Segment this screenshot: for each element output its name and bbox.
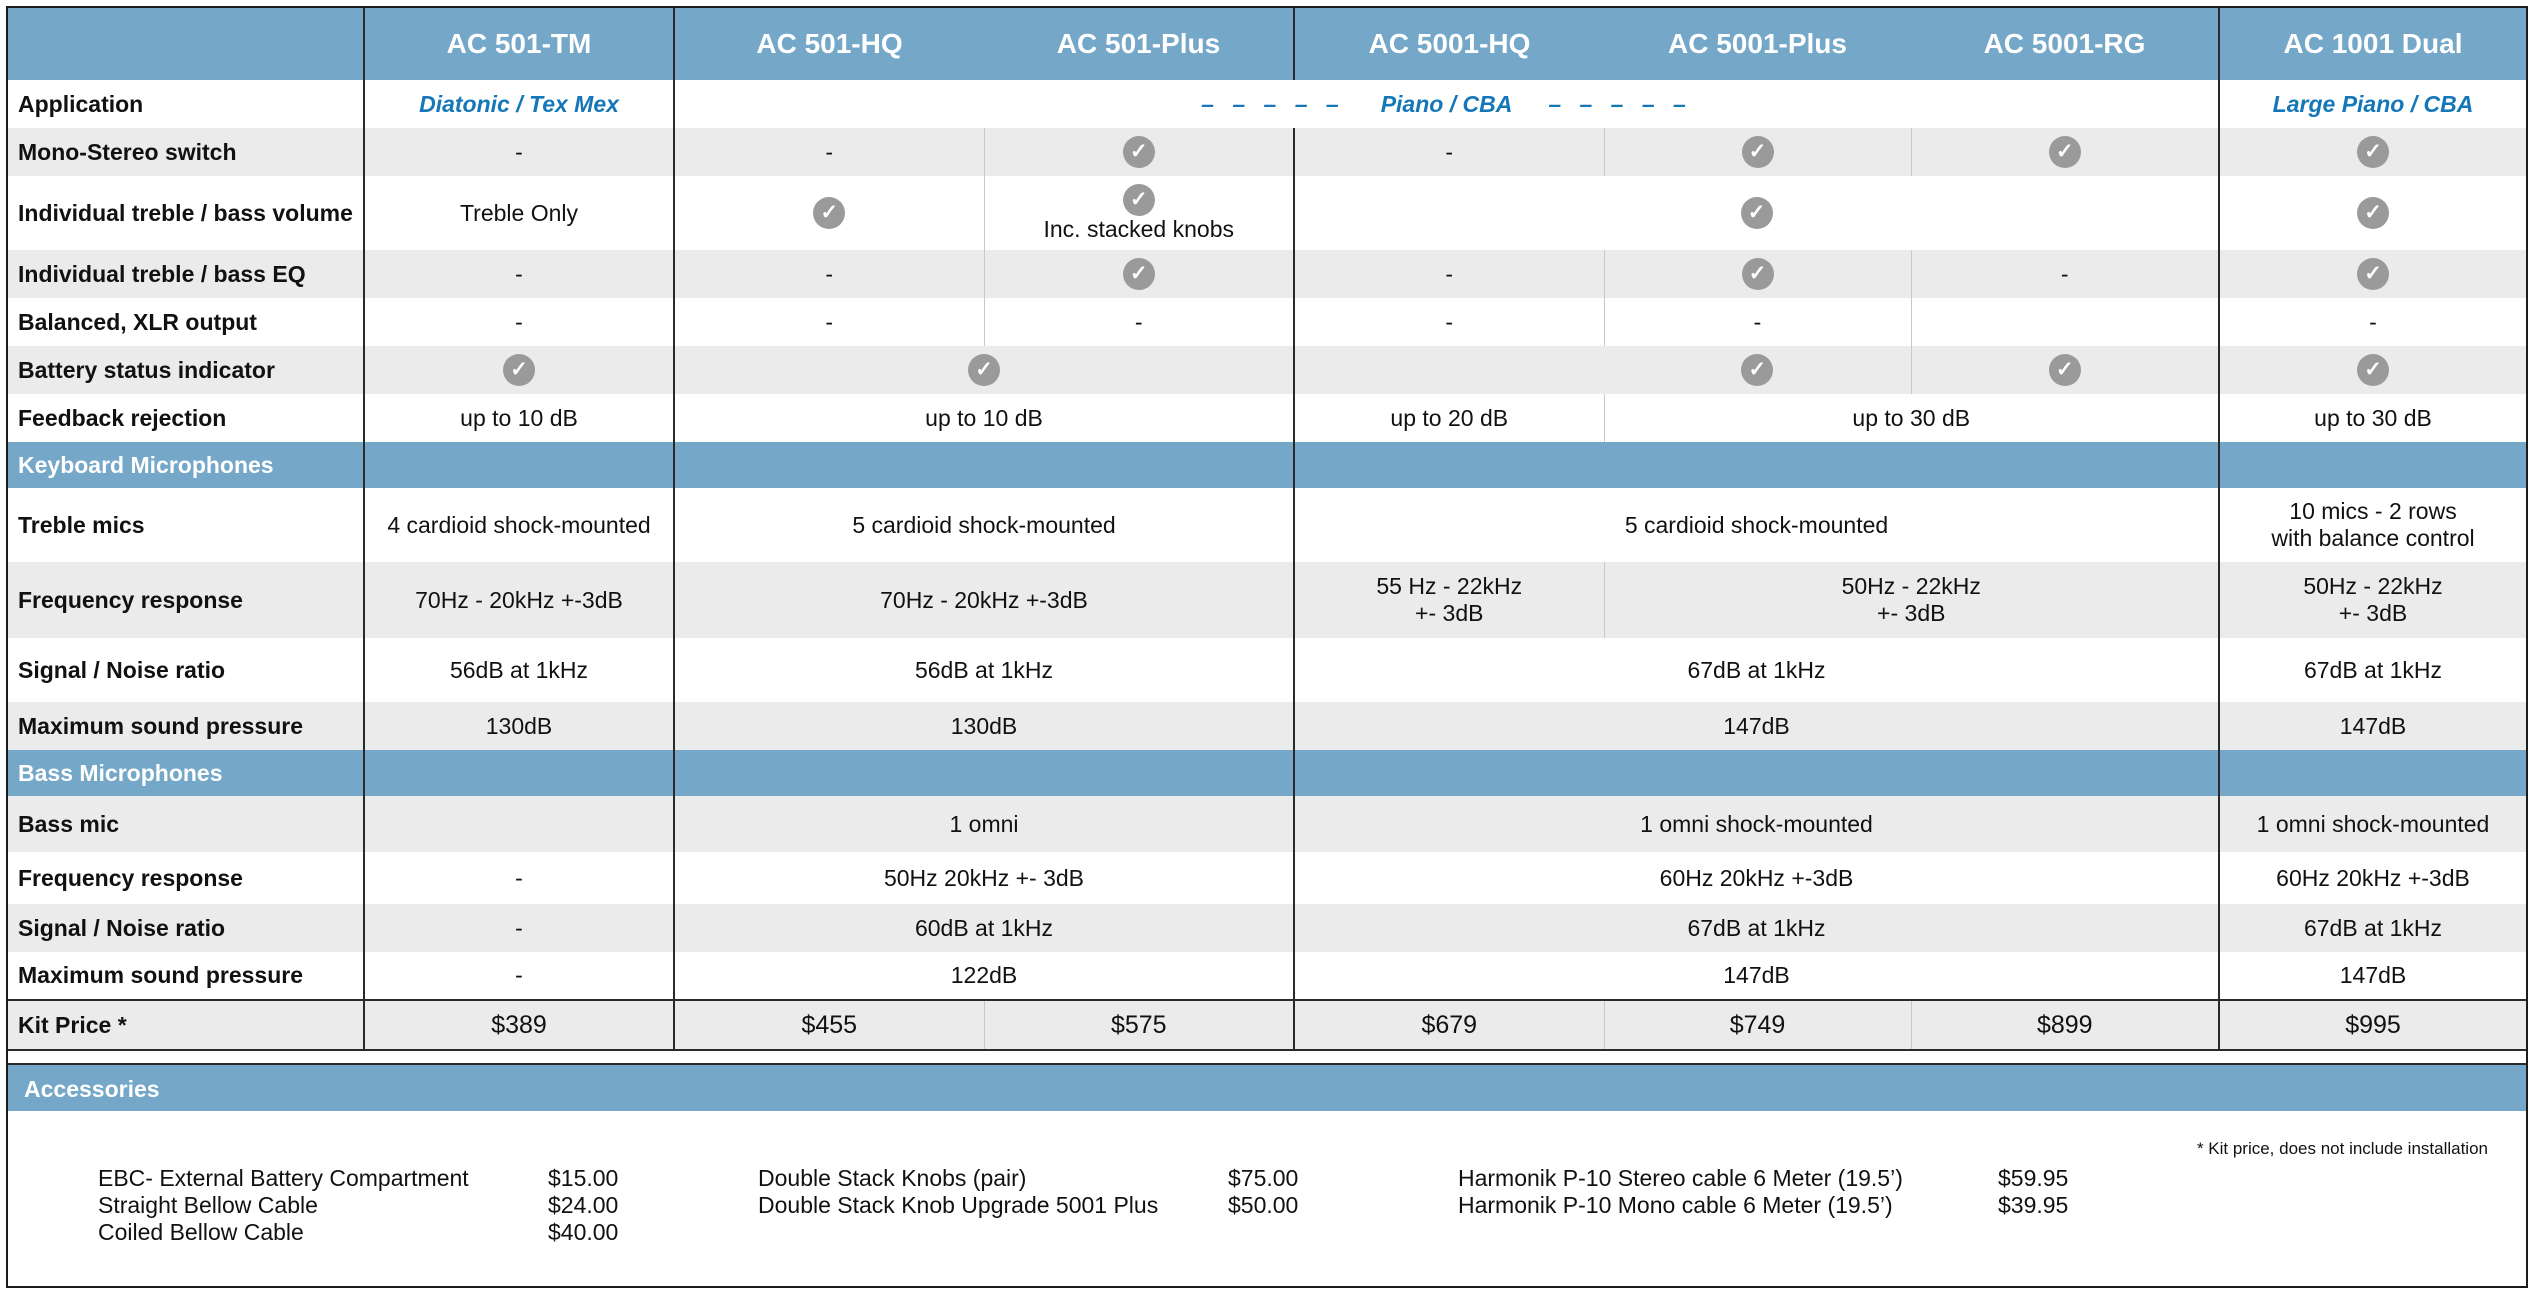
cell-value: - [1911,250,2219,298]
cell-check [2219,250,2526,298]
accessory-item [98,1192,618,1219]
row-label: Individual treble / bass volume [8,176,364,250]
accessories-list [8,1111,2526,1286]
col-ac5001-rg: AC 5001-RG [1911,8,2219,80]
accessory-item [1458,1165,2068,1192]
check-circle-icon: ✓ [503,354,535,386]
price-ac501-plus: $575 [984,1000,1294,1050]
row-mono-stereo [8,128,2526,176]
row-label: Battery status indicator [8,346,364,394]
row-treble-mics [8,488,2526,562]
cell-value: 5 cardioid shock-mounted [674,488,1294,562]
cell-value: - [674,128,984,176]
section-keyboard-microphones [8,442,2526,488]
row-label: Bass mic [8,796,364,852]
accessory-price: $15.00 [548,1165,619,1191]
cell-value: 5 cardioid shock-mounted [1294,488,2219,562]
accessory-item [98,1219,618,1246]
cell-value: - [364,298,674,346]
cell-value: 147dB [1294,702,2219,750]
cell-value: 67dB at 1kHz [1294,904,2219,952]
accessory-price: $40.00 [548,1219,619,1245]
cell-value: 122dB [674,952,1294,1000]
row-label: Frequency response [8,562,364,638]
row-kit-price [8,1000,2526,1050]
row-keyboard-snr [8,638,2526,702]
cell-value: up to 30 dB [1604,394,2219,442]
application-dual: Large Piano / CBA [2219,80,2526,128]
row-label: Signal / Noise ratio [8,638,364,702]
row-individual-volume [8,176,2526,250]
cell-value: 67dB at 1kHz [2219,638,2526,702]
row-balanced-xlr [8,298,2526,346]
accessory-price: $75.00 [1228,1165,1299,1191]
cell-value: 1 omni [674,796,1294,852]
cell-value: - [674,250,984,298]
price-ac5001-hq: $679 [1294,1000,1604,1050]
cell-value [1604,562,2219,638]
cell-value: - [2219,298,2526,346]
cell-value: 60dB at 1kHz [674,904,1294,952]
line-2: +- 3dB [1877,600,1946,626]
row-label: Maximum sound pressure [8,952,364,1000]
cell-value: up to 10 dB [674,394,1294,442]
row-label: Kit Price * [8,1000,364,1050]
cell-check [1604,346,1911,394]
row-label: Balanced, XLR output [8,298,364,346]
cell-check [1294,176,2219,250]
price-ac501-hq: $455 [674,1000,984,1050]
cell-value: - [1604,298,1911,346]
line-1: 55 Hz - 22kHz [1376,573,1523,599]
cell-value: - [364,128,674,176]
cell-check [674,176,984,250]
application-tm: Diatonic / Tex Mex [364,80,674,128]
cell-value: 60Hz 20kHz +-3dB [2219,852,2526,904]
accessory-name: EBC- External Battery Compartment [98,1165,469,1191]
cell-value: 67dB at 1kHz [2219,904,2526,952]
row-label: Signal / Noise ratio [8,904,364,952]
cell-value [2219,488,2526,562]
accessories-header: Accessories [8,1063,2526,1111]
application-mid [674,80,2219,128]
cell-value: - [364,904,674,952]
accessory-item [1458,1192,2068,1219]
col-ac501-tm: AC 501-TM [364,8,674,80]
row-label: Mono-Stereo switch [8,128,364,176]
row-keyboard-spl [8,702,2526,750]
cell-value [2219,562,2526,638]
cell-value: - [1294,128,1604,176]
check-circle-icon: ✓ [2357,258,2389,290]
row-keyboard-frequency [8,562,2526,638]
cell-check [1911,128,2219,176]
cell-value: up to 20 dB [1294,394,1604,442]
dash-left: – – – – – [1201,90,1345,117]
row-feedback-rejection [8,394,2526,442]
check-circle-icon: ✓ [1742,258,1774,290]
spec-sheet [6,6,2528,1288]
accessory-price: $50.00 [1228,1192,1299,1218]
cell-check [984,128,1294,176]
cell-value [1294,562,1604,638]
price-ac5001-plus: $749 [1604,1000,1911,1050]
line-1: 50Hz - 22kHz [1841,573,1981,599]
line-1: 50Hz - 22kHz [2303,573,2443,599]
cell-check [364,346,674,394]
row-label: Feedback rejection [8,394,364,442]
cell-value: 1 omni shock-mounted [1294,796,2219,852]
cell-empty [364,796,674,852]
cell-empty [1911,298,2219,346]
cell-value: 50Hz 20kHz +- 3dB [674,852,1294,904]
accessories-column-2 [758,1165,1298,1219]
price-ac5001-rg: $899 [1911,1000,2219,1050]
check-circle-icon: ✓ [1742,136,1774,168]
cell-check [2219,128,2526,176]
cell-value: - [1294,298,1604,346]
check-circle-icon: ✓ [1123,184,1155,216]
accessory-price: $24.00 [548,1192,619,1218]
dash-right: – – – – – [1548,90,1692,117]
section-title: Bass Microphones [8,750,364,796]
cell-value: up to 30 dB [2219,394,2526,442]
cell-value: 67dB at 1kHz [1294,638,2219,702]
cell-value: 147dB [2219,702,2526,750]
line-2: +- 3dB [2338,600,2408,626]
cell-value: 1 omni shock-mounted [2219,796,2526,852]
cell-value: Treble Only [364,176,674,250]
cell-value: - [364,952,674,1000]
section-bass-microphones [8,750,2526,796]
accessory-name: Harmonik P-10 Mono cable 6 Meter (19.5’) [1458,1192,1893,1218]
line-2: +- 3dB [1415,600,1484,626]
check-circle-icon: ✓ [1741,197,1773,229]
cell-value: - [1294,250,1604,298]
cell-value: - [364,852,674,904]
price-ac501-tm: $389 [364,1000,674,1050]
accessories-column-3 [1458,1165,2068,1219]
row-label: Maximum sound pressure [8,702,364,750]
col-ac501-plus: AC 501-Plus [984,8,1294,80]
cell-value: 147dB [2219,952,2526,1000]
cell-empty [1294,346,1604,394]
cell-value: up to 10 dB [364,394,674,442]
section-title: Keyboard Microphones [8,442,364,488]
comparison-table [8,8,2526,1051]
check-circle-icon: ✓ [2049,354,2081,386]
row-bass-mic [8,796,2526,852]
accessory-item [758,1165,1298,1192]
row-label: Treble mics [8,488,364,562]
check-circle-icon: ✓ [2049,136,2081,168]
cell-check-note [984,176,1294,250]
col-ac5001-hq: AC 5001-HQ [1294,8,1604,80]
row-bass-snr [8,904,2526,952]
row-bass-frequency [8,852,2526,904]
header-row [8,8,2526,80]
check-circle-icon: ✓ [1123,136,1155,168]
cell-value: 130dB [674,702,1294,750]
accessory-price: $39.95 [1998,1192,2069,1218]
check-circle-icon: ✓ [2357,136,2389,168]
row-individual-eq [8,250,2526,298]
cell-value: 147dB [1294,952,2219,1000]
check-circle-icon: ✓ [2357,197,2389,229]
application-mid-text: Piano / CBA [1380,90,1513,117]
header-corner [8,8,364,80]
stacked-knobs-note: Inc. stacked knobs [1043,215,1234,242]
price-footnote: * Kit price, does not include installation [2196,1139,2488,1158]
price-ac1001-dual: $995 [2219,1000,2526,1050]
accessory-name: Double Stack Knob Upgrade 5001 Plus [758,1192,1159,1218]
check-circle-icon: ✓ [968,354,1000,386]
cell-value: - [674,298,984,346]
check-circle-icon: ✓ [1123,258,1155,290]
check-circle-icon: ✓ [1741,354,1773,386]
cell-check [1604,250,1911,298]
cell-value: 60Hz 20kHz +-3dB [1294,852,2219,904]
cell-value: 70Hz - 20kHz +-3dB [364,562,674,638]
cell-value: 56dB at 1kHz [364,638,674,702]
cell-check [2219,176,2526,250]
cell-value: 70Hz - 20kHz +-3dB [674,562,1294,638]
accessory-name: Double Stack Knobs (pair) [758,1165,1027,1191]
row-battery-status [8,346,2526,394]
line-2: with balance control [2271,525,2475,551]
cell-check [1911,346,2219,394]
cell-value: - [984,298,1294,346]
accessory-price: $59.95 [1998,1165,2069,1191]
cell-check [984,250,1294,298]
row-bass-spl [8,952,2526,1000]
row-application [8,80,2526,128]
cell-value: 4 cardioid shock-mounted [364,488,674,562]
cell-value: 130dB [364,702,674,750]
cell-check [2219,346,2526,394]
col-ac5001-plus: AC 5001-Plus [1604,8,1911,80]
check-circle-icon: ✓ [813,197,845,229]
col-ac501-hq: AC 501-HQ [674,8,984,80]
cell-value: 56dB at 1kHz [674,638,1294,702]
row-label: Individual treble / bass EQ [8,250,364,298]
accessory-item [98,1165,618,1192]
row-label: Frequency response [8,852,364,904]
accessory-item [758,1192,1298,1219]
accessories-column-1 [98,1165,618,1246]
row-label: Application [8,80,364,128]
check-circle-icon: ✓ [2357,354,2389,386]
accessory-name: Straight Bellow Cable [98,1192,318,1218]
accessory-name: Coiled Bellow Cable [98,1219,304,1245]
cell-check [1604,128,1911,176]
accessory-name: Harmonik P-10 Stereo cable 6 Meter (19.5’) [1458,1165,1903,1191]
cell-check [674,346,1294,394]
cell-value: - [364,250,674,298]
line-1: 10 mics - 2 rows [2289,498,2457,524]
col-ac1001-dual: AC 1001 Dual [2219,8,2526,80]
